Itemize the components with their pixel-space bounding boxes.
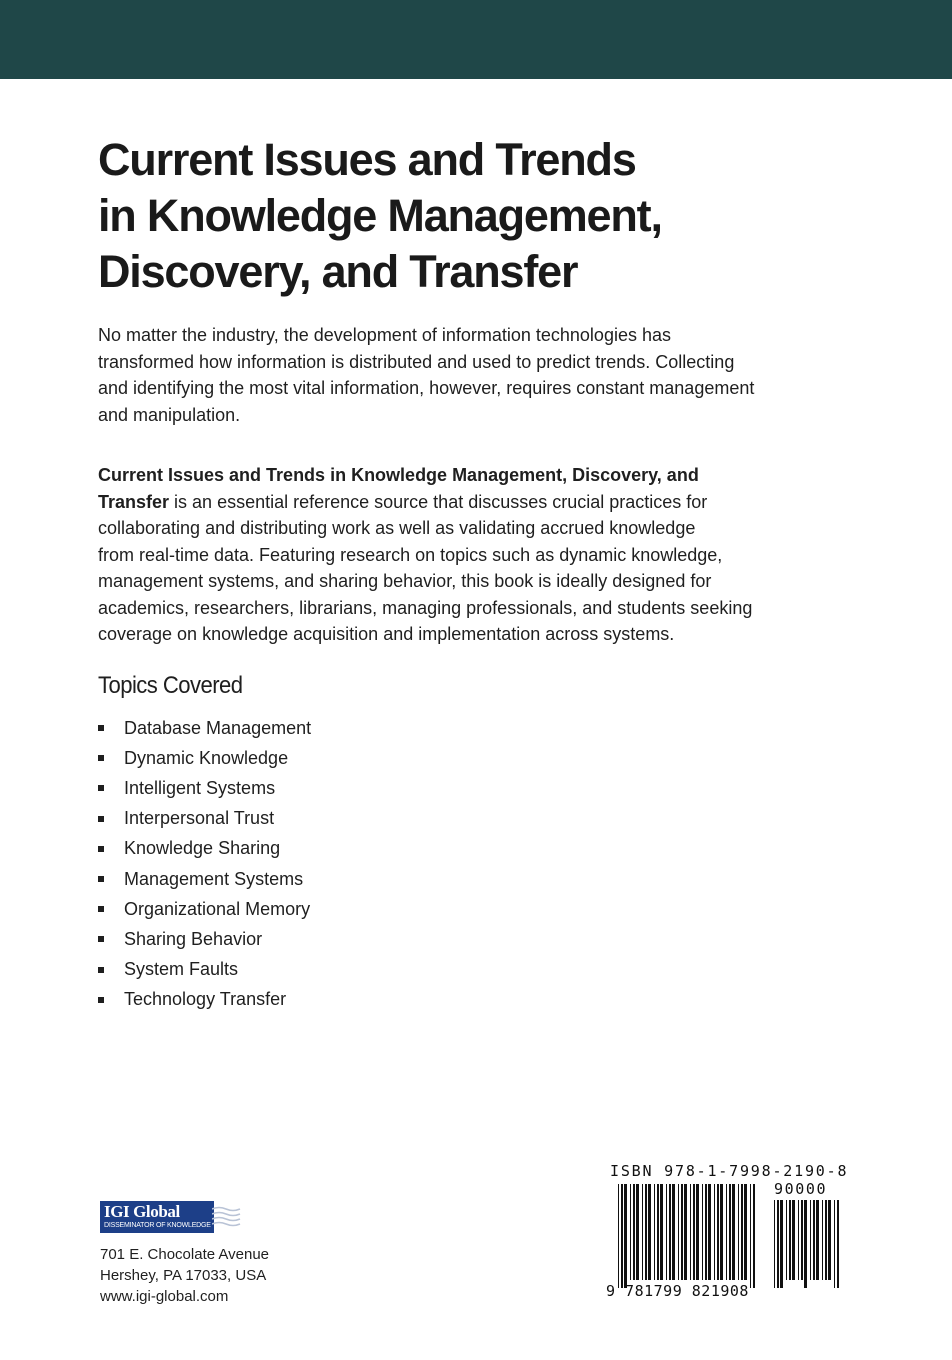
barcode-bar [624, 1184, 627, 1288]
barcode-bar [753, 1184, 755, 1288]
barcode-bar [789, 1200, 791, 1280]
topic-label: Dynamic Knowledge [124, 747, 289, 768]
book-title [98, 132, 818, 300]
description-line: academics, researchers, librarians, managing professionals, and students seeking [98, 597, 753, 618]
barcode-bar [669, 1184, 671, 1280]
barcode-bar [774, 1200, 775, 1288]
barcode-bar [648, 1184, 651, 1280]
isbn-barcode [600, 1162, 849, 1308]
barcode-bar [714, 1184, 715, 1280]
barcode-bar [636, 1184, 639, 1280]
list-item [98, 834, 311, 864]
publisher-address [100, 1244, 269, 1307]
address-street: 701 E. Chocolate Avenue [100, 1246, 270, 1263]
list-item [98, 894, 311, 924]
barcode-bar [633, 1184, 635, 1280]
bullet-icon [98, 725, 104, 731]
barcode-bar [642, 1184, 643, 1280]
topic-label: Management Systems [124, 868, 304, 889]
bullet-icon [98, 816, 104, 822]
bullet-icon [98, 936, 104, 942]
barcode-bar [726, 1184, 727, 1280]
barcode-bar [825, 1200, 827, 1280]
barcode-bar [732, 1184, 735, 1280]
isbn-label: ISBN 978-1-7998-2190-8 [610, 1162, 849, 1180]
logo-name: IGI Global [104, 1202, 180, 1221]
title-line: Discovery, and Transfer [98, 246, 578, 297]
description-paragraph [98, 462, 798, 648]
list-item [98, 924, 311, 954]
bullet-icon [98, 997, 104, 1003]
logo-tagline: DISSEMINATOR OF KNOWLEDGE [104, 1222, 211, 1229]
description-text: is an essential reference source that discusses crucial practices for [169, 491, 708, 512]
barcode-bar [813, 1200, 815, 1280]
description-line: management systems, and sharing behavior, this book is ideally designed for [98, 571, 712, 591]
barcode-bar [777, 1200, 779, 1288]
barcode-bar [630, 1184, 631, 1280]
topics-heading: Topics Covered [98, 672, 243, 699]
barcode-bar [780, 1200, 783, 1288]
description-line: collaborating and distributing work as well as validating accrued knowledge [98, 518, 696, 538]
description-line [98, 489, 798, 516]
barcode-bar [837, 1200, 839, 1288]
barcode-bar [792, 1200, 795, 1280]
description-bold-title: Current Issues and Trends in Knowledge Management, Discovery, and [98, 465, 699, 485]
title-line: Current Issues and Trends [98, 134, 636, 185]
barcode-bar [738, 1184, 739, 1280]
bullet-icon [98, 785, 104, 791]
intro-line: transformed how information is distributed and used to predict trends. Collecting [98, 351, 735, 372]
barcode-bar [678, 1184, 679, 1280]
barcode-bar [621, 1184, 623, 1288]
barcode-bar [696, 1184, 699, 1280]
barcode-bar [717, 1184, 719, 1280]
topics-list [98, 713, 311, 1015]
intro-line: and identifying the most vital information, however, requires constant management [98, 378, 755, 398]
barcode-bar [816, 1200, 819, 1280]
topic-label: Sharing Behavior [124, 928, 263, 949]
topic-label: System Faults [124, 959, 239, 980]
address-city: Hershey, PA 17033, USA [100, 1267, 267, 1284]
logo-waves-icon [212, 1205, 242, 1229]
barcode-bar [834, 1200, 835, 1288]
bullet-icon [98, 876, 104, 882]
topic-label: Organizational Memory [124, 898, 311, 919]
description-line: coverage on knowledge acquisition and implementation across systems. [98, 624, 675, 644]
description-line [98, 462, 798, 489]
barcode-bar [672, 1184, 675, 1280]
barcode-bar [684, 1184, 687, 1280]
barcode-digits: 9 781799 821908 [606, 1282, 749, 1300]
bullet-icon [98, 846, 104, 852]
topic-label: Interpersonal Trust [124, 808, 275, 829]
barcode-bar [702, 1184, 703, 1280]
barcode-bar [705, 1184, 707, 1280]
barcode-bar [720, 1184, 723, 1280]
publisher-logo [100, 1201, 243, 1233]
barcode-bar [729, 1184, 731, 1280]
header-band [0, 0, 952, 79]
topic-label: Database Management [124, 717, 312, 738]
bullet-icon [98, 755, 104, 761]
barcode-bar [804, 1200, 807, 1288]
intro-paragraph [98, 322, 798, 428]
barcode-bar [690, 1184, 691, 1280]
intro-line: and manipulation. [98, 404, 241, 425]
list-item [98, 864, 311, 894]
list-item [98, 773, 311, 803]
barcode-bar [645, 1184, 647, 1280]
description-bold-title-end: Transfer [98, 491, 170, 512]
barcode-bar [741, 1184, 743, 1280]
topic-label: Intelligent Systems [124, 777, 276, 798]
barcode-bar [654, 1184, 655, 1280]
list-item [98, 955, 311, 985]
barcode-bar [708, 1184, 711, 1280]
barcode-bar [660, 1184, 663, 1280]
bullet-icon [98, 967, 104, 973]
barcode-bar [801, 1200, 803, 1280]
barcode-bar [798, 1200, 799, 1280]
list-item [98, 713, 311, 743]
publisher-website: www.igi-global.com [100, 1288, 229, 1305]
logo-box [100, 1201, 214, 1233]
barcode-bar [666, 1184, 667, 1280]
list-item [98, 804, 311, 834]
list-item [98, 985, 311, 1015]
barcode-bar [750, 1184, 751, 1288]
barcode-bar [822, 1200, 823, 1280]
barcode-bar [744, 1184, 747, 1280]
barcode-bar [681, 1184, 683, 1280]
barcode-bar [810, 1200, 811, 1280]
barcode-bar [657, 1184, 659, 1280]
barcode-bar [786, 1200, 787, 1280]
bullet-icon [98, 906, 104, 912]
title-line: in Knowledge Management, [98, 190, 662, 241]
price-code: 90000 [774, 1180, 828, 1198]
intro-line: No matter the industry, the development of information technologies has [98, 325, 671, 345]
barcode-bar [693, 1184, 695, 1280]
list-item [98, 743, 311, 773]
barcode-bar [618, 1184, 619, 1288]
description-line: from real-time data. Featuring research on topics such as dynamic knowledge, [98, 544, 723, 565]
topic-label: Technology Transfer [124, 989, 287, 1010]
barcode-bar [828, 1200, 831, 1280]
topic-label: Knowledge Sharing [124, 838, 281, 859]
